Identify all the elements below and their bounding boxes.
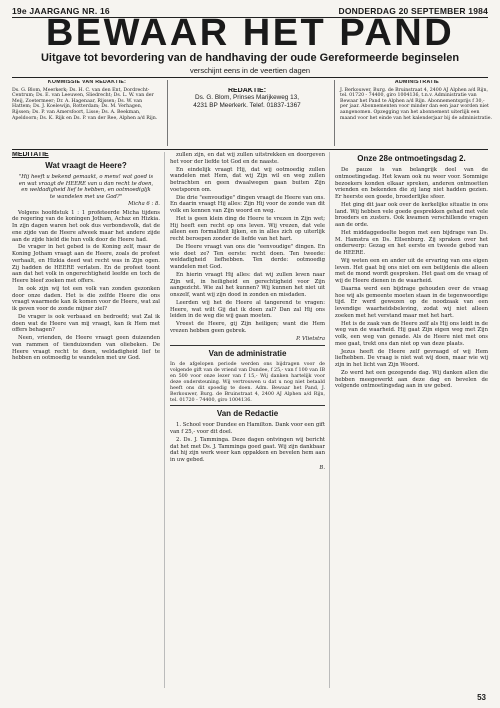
column-divider (329, 152, 330, 688)
masthead-subtitle: Uitgave tot bevordering van de handhaving der oude Gereformeerde beginselen (40, 52, 460, 64)
redaction-signature: B. (319, 464, 325, 471)
author-signature: P. Vlietstra (296, 335, 325, 342)
paragraph: In ook zijn wij tot een volk van zonden gezonken door onze daden. Het is die zelfde Heere die ons vraagt waarmede kan ik komen voor de Heere, wat zal ik geven voor de zonde mijner ziel? (12, 285, 160, 312)
body-rule (12, 149, 488, 150)
administration-heading: Van de administratie (208, 349, 287, 359)
column-divider (164, 152, 165, 688)
paragraph: Het is de zaak van de Heere zelf als Hij ons leidt in de weg van de waarheid. Hij gaat Zijn eigen weg met Zijn volk, een weg van genade. Als de Heere niet met ons mee gaat, trekt ons dan niet op van deze plaats. (335, 320, 488, 347)
header-rule (12, 77, 488, 78)
paragraph: Het is geen klein ding de Heere te vrezen in Zijn wet; Hij heeft een recht op ons leven. Wij vrezen, dat vele alleen een formaliteit lijken, en in alles zich op uiterlijk recht beroepen zonder de liefde van het hart. (170, 215, 325, 242)
paragraph: En eindelijk vraagt Hij, dat wij ootmoedig zullen wandelen met Hem, dat wij Zijn wil en weg zullen betrachten en geen dwaalwegen gaan buiten Zijn voetsporen om. (170, 166, 325, 193)
bible-quote: "Hij heeft u bekend gemaakt, o mens! wat goed is en wat vraagt de HEERE van u dan recht te doen, en weldadigheid lief te hebben, en ootmoedigljk te wandelen met uw God?" (18, 173, 154, 200)
administration-notice-text: In de afgelopen periode werden ons bijdragen voor de volgende gift van de vriend van Dundee, f 25,- van f 100 van IB en 500 voor onze lezer van f 15,- Wij danken hartelijk voor deze ondersteuning. Wij vertrouwen u dat u nog niet betaald heeft ons dit spoedig te doen. Adm. Bewaar het Pand, J. Berkouwer, Burg. de Bruinstraat 4, 2400 AJ Alphen a/d Rijn, tel. 01720 - 74400, giro 1004136. (170, 362, 325, 404)
section-label: MEDITATIE (12, 152, 49, 158)
masthead-tagline: verschijnt eens in de veertien dagen (189, 66, 311, 75)
meditation-headline: Wat vraagt de Heere? (45, 160, 127, 170)
meeting-day-column (335, 152, 488, 688)
meditation-column (12, 152, 160, 688)
paragraph: De vrager in het gebed is de Koning zelf, maar de Koning Jotham vraagt aan de Heere, zoals de profeet verhaalt, en Hizkia deed wat recht was in Zijn ogen. Zij hadden de HEERE verlaten. En de profeet toont aan dat het volk in ongerechtigheid leefde en toch de Heere bleef zoeken met offers. (12, 244, 160, 284)
paragraph: Daarna werd een bijdrage gehouden over de vraag hoe wij als gemeente moeten staan in de tegenwoordige tijd. Er werd gewezen op de noodzaak van een levendige waarheidsbeleving, zodat wij niet alleen zoeken met het verstand maar met het hart. (335, 285, 488, 319)
paragraph: Zo werd het een gezegende dag. Wij danken allen die hebben meegewerkt aan deze dag en bevelen de volgende ontmoetingsdag aan in uw gebed. (335, 369, 488, 390)
administration-title: ADMINISTRATIE (394, 80, 440, 85)
administration-notice (170, 345, 325, 406)
committee-text: Ds. G. Blom, Meerkerk; Ds. H. C. van den Ent, Dordrecht-Centrum; Ds. E. van Leeuwen, Sliedrecht; Ds. L. W. van der Meij, Zoetermeer; Dr. A. Hagenaar, Rijssen; Ds. W. van Hattem; Ds. J. Koelewijn, Rotterdam; Ds. M. Verhagen, Rijssen; Ds. P. van Amersfoort, Lisse; Ds. A. Beekman, Apeldoorn; Ds. K. Rijk en Ds. P. van der Ree, Alphen a/d Rijn. (12, 87, 158, 121)
redaction-box (172, 88, 322, 154)
paragraph: Wij weten een en ander uit de ervaring van ons eigen leven. Het gaat bij ons niet om een belijdenis die alleen met de mond wordt gesproken. Het gaat om de vraag of wij de Heere dienen in de waarheid. (335, 257, 488, 284)
committee-title: KOMMISSIE VAN REDAKTIE: (47, 80, 127, 85)
masthead-title: BEWAAR HET PAND (45, 12, 455, 54)
paragraph: Neen, vrienden, de Heere vraagt geen duizenden van rammen of tienduizenden van oliebeken. De Heere vraagt recht te doen, weldadigheid lief te hebben en ootmoedig te wandelen met uw God. (12, 335, 160, 362)
paragraph: Het middaggedeelte begon met een bijdrage van Ds. M. Hamstra en Ds. Ellsenburg. Zij spraken over het onderwerp: Gezag en het eerste en tweede gebod van de HEERE. (335, 229, 488, 256)
paragraph: Het ging dit jaar ook over de kerkelijke situatie in ons land. Wij hebben vele goede gesprekken gehad met vele broeders en zusters. Ook kwamen verschillende vragen aan de orde. (335, 201, 488, 228)
volume-number: 19e JAARGANG NR. 16 (12, 5, 110, 16)
redaction-name: Ds. G. Blom, Prinses Marijkeweg 13, (194, 93, 300, 101)
paragraph: En hierin vraagt Hij alles: dat wij zullen leven naar Zijn wil, in heiligheid en gerechtigheid voor Zijn aangezicht. Wie zal het kunnen? Wij kunnen het niet uit onszelf, want wij zijn dood in zonden en misdaden. (170, 271, 325, 298)
bible-reference: Micha 6 : 8. (128, 200, 160, 207)
paragraph: Volgens hoofdstuk 1 : 1 profeteerde Micha tijdens de regering van de koningen Jotham, Achaz en Hizkia. In zijn dagen waren het ook dus verbondsvolk, dat de ene zijde van de Heere afweek maar het andere zijde aan de zijde hield die hun volk door de Heere had. (12, 209, 160, 243)
paragraph: Leerden wij het de Heere al tangerend te vragen: Heere, wat wilt Gij dat ik doen zal? Dan zal Hij ons leiden in de weg die wij gaan moeten. (170, 299, 325, 320)
redaction-item: 1. School voor Dundee en Hamilton. Dank voor een gift van f 25,- voor dit doel. (170, 422, 325, 435)
editorial-committee-box (12, 80, 168, 146)
paragraph: Jezus heeft de Heere zelf gevraagd of wij Hem liefhebben. De vraag is niet wat wij doen, maar wie wij zijn in het licht van Zijn Woord. (335, 348, 488, 368)
redaction-address: 4231 BP Meerkerk. Telef. 01837-1367 (193, 101, 301, 109)
redaction-item: 2. Ds. J. Tamminga. Deze dagen ontvingen wij bericht dat het met Ds. J. Tamminga goed gaat. Wij zijn dankbaar dat hij zijn werk weer kan oppakken en bevelen hem aan in uw gebed. (170, 436, 325, 463)
middle-column (170, 152, 325, 688)
redaction-label: REDAKTIE: (227, 88, 267, 94)
paragraph: De pauze is van belangrijk deel van de ontmoetingsdag. Het kwam ook nu weer voor. Sommige bezoekers konden elkaar spreken, anderen ontmoetten vrienden en bekenden die zij lang niet hadden gezien. Er heerste een goede, broederlijke sfeer. (335, 167, 488, 200)
administration-box (334, 80, 494, 146)
meeting-headline: Onze 28e ontmoetingsdag 2. (357, 154, 466, 163)
paragraph: De Heere vraagt van ons die "eenvoudige" dingen. En wie doet ze? Ten eerste: recht doen. Ten tweede: weldadigheid liefhebben. Ten derde: ootmoedig wandelen met God. (170, 243, 325, 270)
issue-date: DONDERDAG 20 SEPTEMBER 1984 (338, 5, 488, 16)
paragraph: Vreest de Heere, gij Zijn heiligen; want die Hem vrezen hebben geen gebrek. (170, 321, 325, 334)
administration-text: J. Berkouwer, Burg. de Bruinstraat 4, 2400 AJ Alphen a/d Rijn, tel. 01720 - 74400, giro 1004136, t.n.v. Administratie van Bewaar het Pand te Alphen a/d Rijn. Abonnementsprijs f 30,- per jaar. Abonnementen voor minder dan een jaar worden niet aangenomen. Opzegging van het abonnement uiterlijk een maand voor het einde van het kalenderjaar bij de administratie. (340, 87, 493, 121)
paragraph: De vrager is ook verbaasd en bedroefd; wat Zal ik doen wat de Heere van mij vraagt, kan ik Hem met offers behagen? (12, 313, 160, 334)
paragraph: Die drie "eenvoudige" dingen vraagt de Heere van ons. En daarin vraagt Hij alles: Zijn Hij voor de zonde van dit volk en kennen van Zijn woord en weg. (170, 194, 325, 214)
redaction-heading: Van de Redactie (216, 409, 279, 419)
page-number: 53 (477, 693, 486, 702)
paragraph: zullen zijn, en dat wij zullen uitstrekken en doorgeven het voor der liefde tot God en de naaste. (170, 152, 325, 165)
